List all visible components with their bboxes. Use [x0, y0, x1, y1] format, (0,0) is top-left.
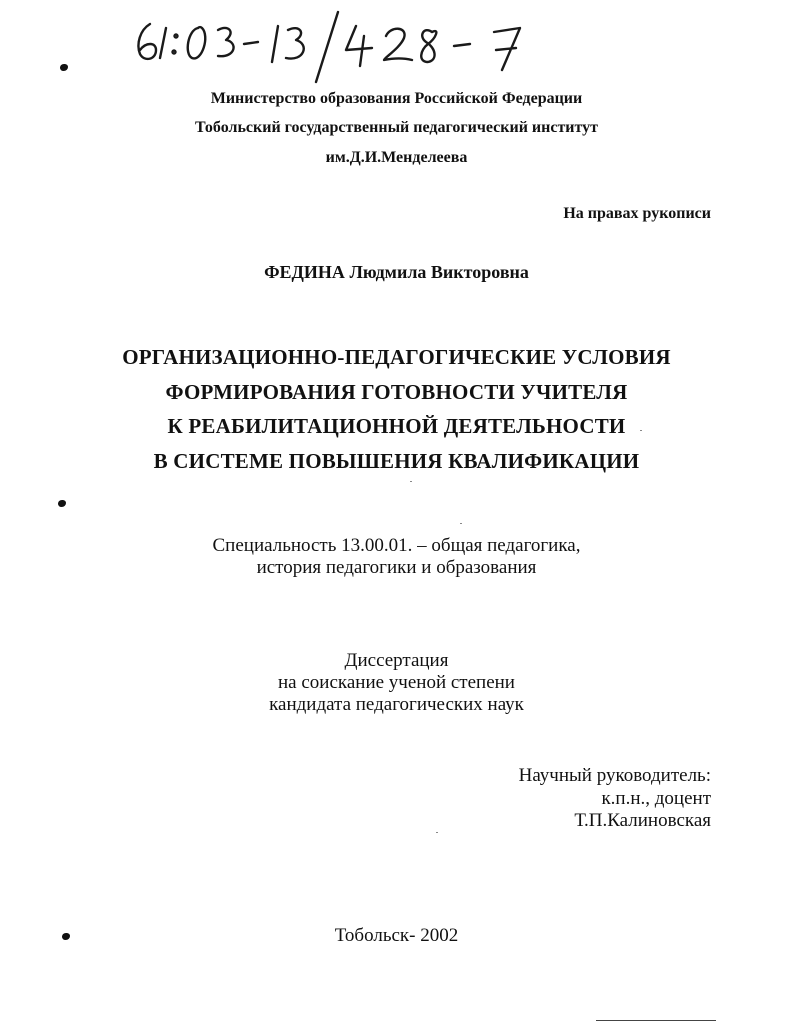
punch-mark-middle: [58, 500, 66, 507]
supervisor-name: Т.П.Калиновская: [574, 810, 711, 831]
specialty-line-1: Специальность 13.00.01. – общая педагогика,: [212, 535, 581, 556]
supervisor-label: Научный руководитель:: [518, 765, 711, 786]
title-line-1: ОРГАНИЗАЦИОННО-ПЕДАГОГИЧЕСКИЕ УСЛОВИЯ: [122, 345, 671, 369]
author-surname: ФЕДИНА: [264, 262, 345, 282]
scan-speck: [436, 832, 438, 833]
manuscript-note: На правах рукописи: [563, 205, 711, 222]
title-line-2: ФОРМИРОВАНИЯ ГОТОВНОСТИ УЧИТЕЛЯ: [165, 380, 628, 404]
supervisor-degree: к.п.н., доцент: [601, 788, 711, 809]
specialty-line-2: история педагогики и образования: [256, 557, 537, 578]
scan-speck: [640, 430, 642, 431]
author-given-names: Людмила Викторовна: [349, 262, 529, 282]
dissertation-line-2: на соискание ученой степени: [278, 672, 515, 693]
punch-mark-top: [60, 64, 68, 71]
title-line-3: К РЕАБИЛИТАЦИОННОЙ ДЕЯТЕЛЬНОСТИ: [167, 414, 626, 438]
named-after-line: им.Д.И.Менделеева: [325, 149, 468, 166]
place-year: Тобольск- 2002: [334, 925, 459, 946]
handwritten-archive-code: [128, 6, 548, 86]
scan-speck: [460, 523, 462, 524]
scan-edge-line: [596, 1020, 716, 1021]
ministry-line: Министерство образования Российской Федерации: [210, 90, 583, 107]
title-line-4: В СИСТЕМЕ ПОВЫШЕНИЯ КВАЛИФИКАЦИИ: [153, 449, 640, 473]
author-name: [0, 262, 793, 283]
institute-line: Тобольский государственный педагогический институт: [194, 119, 599, 136]
dissertation-line-1: Диссертация: [344, 650, 449, 671]
scan-speck: [410, 481, 412, 482]
dissertation-line-3: кандидата педагогических наук: [269, 694, 524, 715]
